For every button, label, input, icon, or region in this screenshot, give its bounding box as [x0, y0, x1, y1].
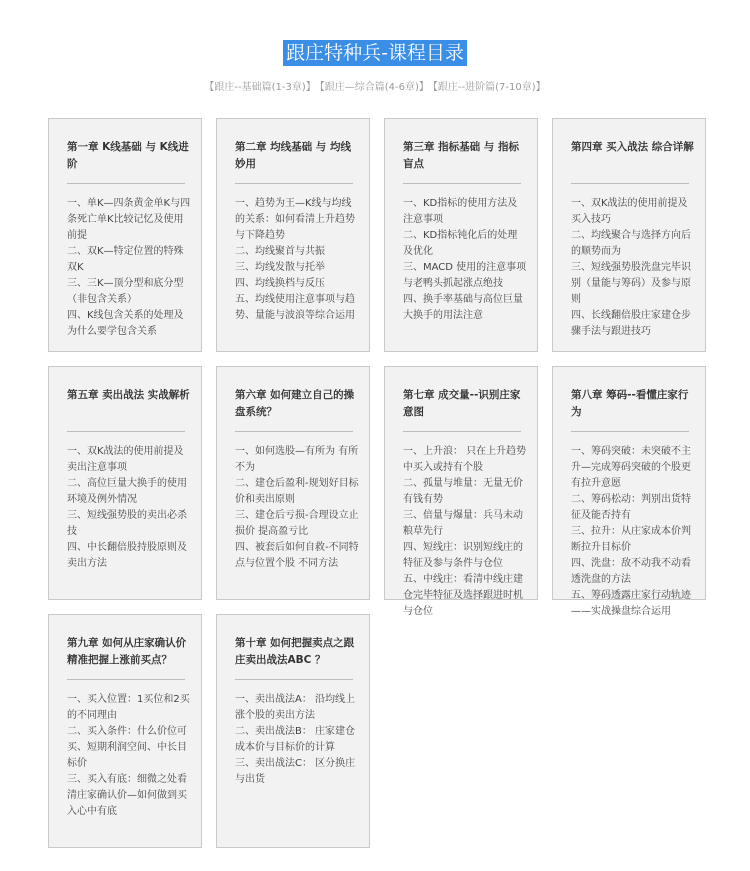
chapter-item: 四、均线换档与反压 — [235, 278, 325, 289]
chapter-item: 一、上升浪： 只在上升趋势中买入或持有个股 — [403, 446, 527, 473]
chapter-item: 一、如何选股—有所为 有所不为 — [235, 446, 359, 473]
chapter-title: 第三章 指标基础 与 指标盲点 — [403, 141, 519, 170]
chapter-card — [552, 118, 706, 352]
section-nav — [0, 78, 750, 93]
chapter-title: 第四章 买入战法 综合详解 — [571, 141, 694, 153]
chapter-item: 一、单K—四条黄金单K与四条死亡单K比较记忆及使用前提 — [67, 198, 191, 241]
chapter-item: 五、筹码透露庄家行动轨迹——实战操盘综合运用 — [571, 590, 691, 617]
chapter-item: 一、趋势为王—K线与均线的关系：如何看清上升趋势与下降趋势 — [235, 198, 355, 241]
chapter-item: 四、中长翻倍股持股原则及卖出方法 — [67, 542, 187, 569]
chapter-divider — [67, 183, 185, 184]
chapter-title: 第十章 如何把握卖点之跟庄卖出战法ABC ？ — [235, 637, 355, 666]
chapter-title: 第二章 均线基础 与 均线妙用 — [235, 141, 351, 170]
chapter-item: 一、双K战法的使用前提及买入技巧 — [571, 198, 688, 225]
chapter-item: 五、均线使用注意事项与趋势、量能与波浪等综合运用 — [235, 294, 355, 321]
chapter-item: 三、短线强势股洗盘完毕识别（量能与筹码）及参与原则 — [571, 262, 691, 305]
nav-link-basic[interactable]: 【跟庄--基础篇(1-3章)】 — [204, 82, 316, 93]
chapter-card — [48, 614, 202, 848]
chapter-title: 第八章 筹码--看懂庄家行为 — [571, 389, 689, 418]
chapter-divider — [571, 431, 689, 432]
chapter-item: 四、K线包含关系的处理及为什么要学包含关系 — [67, 310, 184, 337]
chapter-card — [552, 366, 706, 617]
chapter-item: 一、双K战法的使用前提及卖出注意事项 — [67, 446, 184, 473]
page-title-wrap — [0, 40, 750, 66]
chapter-item: 一、买入位置：1买位和2买的不同理由 — [67, 694, 190, 721]
chapter-item: 一、筹码突破：未突破不主升—完成筹码突破的个股更有拉升意愿 — [571, 446, 691, 489]
chapter-card — [48, 366, 202, 600]
chapter-item-list — [67, 444, 191, 572]
chapter-card — [384, 118, 538, 352]
chapter-item: 三、拉升：从庄家成本价判断拉升目标价 — [571, 526, 691, 553]
chapter-item: 一、KD指标的使用方法及注意事项 — [403, 198, 518, 225]
chapter-item-list — [403, 196, 527, 324]
chapter-title: 第五章 卖出战法 实战解析 — [67, 389, 190, 401]
chapter-card — [48, 118, 202, 352]
chapter-item: 二、双K—特定位置的特殊双K — [67, 246, 184, 273]
chapter-item: 三、卖出战法C： 区分换庄与出货 — [235, 758, 356, 785]
chapter-divider — [235, 183, 353, 184]
chapter-item: 三、均线发散与托举 — [235, 262, 325, 273]
chapter-item-list — [571, 196, 695, 340]
chapter-divider — [67, 431, 185, 432]
chapter-item: 四、短线庄：识别短线庄的特征及参与条件与仓位 — [403, 542, 523, 569]
chapter-item: 一、卖出战法A： 沿均线上涨个股的卖出方法 — [235, 694, 356, 721]
chapter-card — [216, 118, 370, 352]
chapter-item: 五、中线庄：看清中线庄建仓完毕特征及选择跟进时机与仓位 — [403, 574, 523, 617]
chapter-divider — [235, 679, 353, 680]
chapter-item: 二、高位巨量大换手的使用环境及例外情况 — [67, 478, 187, 505]
chapter-item: 三、建仓后亏损-合理设立止损价 提高盈亏比 — [235, 510, 359, 537]
chapter-item: 四、换手率基础与高位巨量大换手的用法注意 — [403, 294, 523, 321]
chapter-item-list — [67, 692, 191, 820]
chapter-divider — [403, 431, 521, 432]
chapter-title: 第六章 如何建立自己的操盘系统？ — [235, 389, 355, 418]
page-title: 跟庄特种兵-课程目录 — [283, 40, 467, 66]
chapter-item: 二、均线聚合与选择方向后的顺势而为 — [571, 230, 691, 257]
chapter-item: 四、长线翻倍股庄家建仓步骤手法与跟进技巧 — [571, 310, 691, 337]
chapter-item-list — [235, 692, 359, 788]
chapter-card — [216, 614, 370, 848]
chapter-title: 第一章 K线基础 与 K线进阶 — [67, 141, 189, 170]
chapter-item-list — [571, 444, 695, 620]
nav-link-advanced[interactable]: 【跟庄--进阶篇(7-10章)】 — [432, 82, 546, 93]
chapter-divider — [235, 431, 353, 432]
chapter-item: 三、短线强势股的卖出必杀技 — [67, 510, 187, 537]
chapter-item: 二、筹码松动：判别出货特征及能否持有 — [571, 494, 691, 521]
chapter-item: 三、买入有底：细微之处看清庄家确认价—如何做到买入心中有底 — [67, 774, 187, 817]
chapter-item: 三、三K—顶分型和底分型（非包含关系） — [67, 278, 184, 305]
chapter-item: 二、买入条件：什么价位可买、短期利润空间、中长目标价 — [67, 726, 187, 769]
chapter-item: 二、均线聚首与共振 — [235, 246, 325, 257]
chapter-card — [216, 366, 370, 600]
chapter-title: 第九章 如何从庄家确认价精准把握上涨前买点？ — [67, 637, 187, 666]
chapter-item: 三、倍量与爆量：兵马未动 粮草先行 — [403, 510, 523, 537]
chapter-item: 四、洗盘：敌不动我不动看透洗盘的方法 — [571, 558, 691, 585]
chapter-item-list — [235, 196, 359, 324]
chapter-item-list — [403, 444, 527, 620]
chapter-title: 第七章 成交量--识别庄家意图 — [403, 389, 521, 418]
chapter-item: 二、孤量与堆量：无量无价 有钱有势 — [403, 478, 523, 505]
chapter-divider — [67, 679, 185, 680]
chapter-card — [384, 366, 538, 617]
chapter-divider — [403, 183, 521, 184]
chapter-item: 二、建仓后盈利-规划好目标价和卖出原则 — [235, 478, 359, 505]
chapter-item: 二、卖出战法B： 庄家建仓成本价与目标价的计算 — [235, 726, 356, 753]
chapter-item: 二、KD指标钝化后的处理及优化 — [403, 230, 518, 257]
chapter-item-list — [235, 444, 359, 572]
nav-link-comprehensive[interactable]: 【跟庄—综合篇(4-6章)】 — [319, 82, 429, 93]
chapter-item: 四、被套后如何自救-不同特点与位置个股 不同方法 — [235, 542, 359, 569]
chapter-item: 三、MACD 使用的注意事项与老鸭头抓起涨点绝技 — [403, 262, 527, 289]
chapter-item-list — [67, 196, 191, 340]
chapter-divider — [571, 183, 689, 184]
